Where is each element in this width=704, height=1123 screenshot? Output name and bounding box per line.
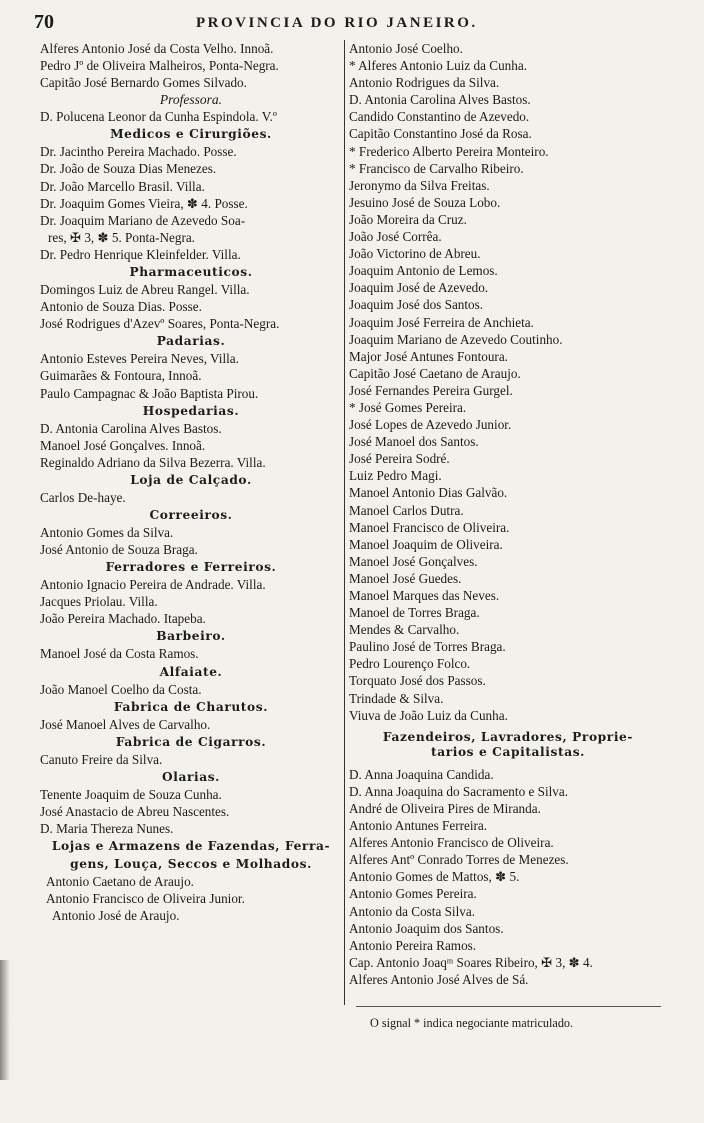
directory-entry: Canuto Freire da Silva. (40, 751, 163, 767)
directory-entry: Antonio Antunes Ferreira. (349, 818, 488, 834)
directory-entry: Dr. Jacintho Pereira Machado. Posse. (40, 144, 237, 160)
directory-entry: José Manoel Alves de Carvalho. (40, 716, 211, 732)
directory-entry: Dr. João de Souza Dias Menezes. (40, 161, 217, 177)
directory-entry: Manoel José Gonçalves. Innoã. (40, 437, 206, 453)
directory-entry: Antonio José de Araujo. (52, 908, 180, 924)
directory-entry: Viuva de João Luiz da Cunha. (349, 707, 508, 723)
directory-entry: Jesuino José de Souza Lobo. (349, 194, 501, 210)
page-number: 70 (34, 11, 54, 33)
section-heading: Pharmaceuticos. (129, 265, 253, 280)
directory-entry: Antonio Caetano de Araujo. (46, 874, 194, 890)
directory-entry: Dr. Joaquim Mariano de Azevedo Soa- (40, 212, 246, 228)
directory-entry: Torquato José dos Passos. (349, 673, 486, 689)
section-heading: Correeiros. (149, 507, 233, 522)
directory-entry: Joaquim José Ferreira de Anchieta. (349, 314, 534, 330)
directory-entry: Domingos Luiz de Abreu Rangel. Villa. (40, 282, 250, 298)
directory-entry: D. Anna Joaquina Candida. (349, 766, 494, 782)
directory-entry: Antonio Gomes de Mattos, ✽ 5. (349, 869, 520, 885)
section-heading: Olarias. (162, 769, 220, 784)
directory-entry: Paulo Campagnac & João Baptista Pirou. (40, 385, 259, 401)
directory-entry: Joaquim Antonio de Lemos. (349, 263, 498, 279)
directory-entry: Antonio Gomes da Silva. (40, 524, 174, 540)
directory-entry: Pedro Jº de Oliveira Malheiros, Ponta-Negra. (40, 58, 279, 74)
directory-entry: Antonio Joaquim dos Santos. (349, 920, 504, 936)
directory-entry: Alferes Antonio José Alves de Sá. (349, 971, 529, 987)
column-divider (344, 40, 345, 1005)
directory-entry: Major José Antunes Fontoura. (349, 348, 508, 364)
directory-entry: Antonio Esteves Pereira Neves, Villa. (40, 351, 239, 367)
directory-entry: Manoel José Gonçalves. (349, 553, 478, 569)
directory-entry: Cap. Antonio Joaqᵐ Soares Ribeiro, ✠ 3, ✽ 4. (349, 954, 593, 970)
section-heading: Loja de Calçado. (130, 472, 252, 487)
directory-entry: João Victorino de Abreu. (349, 246, 481, 262)
directory-entry: José Antonio de Souza Braga. (40, 542, 198, 558)
directory-entry: Alferes Antº Conrado Torres de Menezes. (349, 852, 569, 868)
directory-entry: Antonio Pereira Ramos. (349, 937, 477, 953)
directory-entry: Jacques Priolau. Villa. (40, 594, 158, 610)
directory-entry: João Pereira Machado. Itapeba. (40, 611, 206, 627)
directory-entry: Mendes & Carvalho. (349, 622, 460, 638)
directory-entry: D. Maria Thereza Nunes. (40, 821, 174, 836)
directory-entry: Alferes Antonio José da Costa Velho. Innoã. (40, 41, 274, 56)
directory-entry: * Alferes Antonio Luiz da Cunha. (349, 58, 527, 74)
directory-entry: Manoel Carlos Dutra. (349, 502, 464, 518)
directory-entry: * Francisco de Carvalho Ribeiro. (349, 160, 524, 176)
directory-entry: Manoel Antonio Dias Galvão. (349, 485, 508, 501)
directory-entry: Capitão José Bernardo Gomes Silvado. (40, 75, 247, 91)
directory-entry: * Frederico Alberto Pereira Monteiro. (349, 143, 549, 159)
directory-entry: Manoel Marques das Neves. (349, 588, 500, 603)
directory-entry: Carlos De-haye. (40, 489, 126, 505)
section-heading: Medicos e Cirurgiões. (110, 127, 272, 142)
directory-entry: Joaquim José dos Santos. (349, 297, 484, 313)
directory-entry: Capitão Constantino José da Rosa. (349, 126, 532, 142)
directory-entry: D. Anna Joaquina do Sacramento e Silva. (349, 783, 569, 799)
directory-entry: Antonio Francisco de Oliveira Junior. (46, 891, 245, 907)
section-heading: Padarias. (156, 334, 226, 349)
directory-entry: D. Antonia Carolina Alves Bastos. (40, 420, 222, 436)
directory-entry: Guimarães & Fontoura, Innoã. (40, 368, 202, 384)
directory-entry: Dr. Joaquim Gomes Vieira, ✽ 4. Posse. (40, 195, 248, 211)
footnote-rule (356, 1006, 661, 1007)
footnote: O signal * indica negociante matriculado. (370, 1016, 574, 1030)
directory-entry: Antonio Rodrigues da Silva. (349, 75, 500, 91)
section-heading: Fabrica de Charutos. (113, 699, 269, 714)
directory-entry: Manoel Joaquim de Oliveira. (349, 536, 503, 552)
directory-entry: João Manoel Coelho da Costa. (40, 681, 202, 697)
directory-entry: D. Polucena Leonor da Cunha Espindola. V.º (40, 109, 277, 125)
directory-entry: Capitão José Caetano de Araujo. (349, 365, 521, 381)
section-heading: Fabrica de Cigarros. (115, 734, 267, 749)
directory-entry: André de Oliveira Pires de Miranda. (349, 800, 541, 816)
page-edge-stain (0, 960, 10, 1080)
directory-entry: Manoel José Guedes. (349, 570, 462, 586)
directory-entry: Paulino José de Torres Braga. (349, 639, 506, 655)
directory-entry: Trindade & Silva. (349, 690, 444, 706)
section-heading: Fazendeiros, Lavradores, Proprie- (382, 729, 634, 744)
directory-entry: Candido Constantino de Azevedo. (349, 109, 530, 125)
directory-entry: * José Gomes Pereira. (349, 399, 467, 415)
directory-entry: Joaquim José de Azevedo. (349, 280, 489, 296)
section-heading: Lojas e Armazens de Fazendas, Ferra- (51, 839, 331, 854)
left-column (40, 40, 342, 924)
directory-entry: Antonio Gomes Pereira. (349, 886, 477, 902)
section-heading: Barbeiro. (156, 629, 226, 644)
directory-entry: Manoel Francisco de Oliveira. (349, 519, 510, 535)
directory-entry: Antonio José Coelho. (349, 41, 463, 56)
section-heading: tarios e Capitalistas. (430, 744, 586, 759)
directory-entry: José Manoel dos Santos. (349, 434, 479, 450)
section-heading: gens, Louça, Seccos e Molhados. (70, 857, 312, 872)
directory-entry: Antonio da Costa Silva. (349, 903, 476, 919)
directory-entry: Antonio Ignacio Pereira de Andrade. Villa. (40, 577, 266, 593)
directory-entry: José Lopes de Azevedo Junior. (349, 417, 512, 433)
section-heading: Alfaiate. (159, 664, 223, 679)
directory-entry: Pedro Lourenço Folco. (349, 656, 471, 672)
directory-entry: José Anastacio de Abreu Nascentes. (40, 803, 230, 819)
directory-entry: Tenente Joaquim de Souza Cunha. (40, 786, 222, 802)
directory-entry-continuation: res, ✠ 3, ✽ 5. Ponta-Negra. (48, 229, 195, 245)
directory-entry: Dr. João Marcello Brasil. Villa. (40, 178, 205, 194)
section-heading: Hospedarias. (142, 403, 240, 418)
directory-entry: João Moreira da Cruz. (349, 211, 467, 227)
directory-entry: Joaquim Mariano de Azevedo Coutinho. (349, 331, 563, 347)
directory-entry: Antonio de Souza Dias. Posse. (40, 299, 202, 315)
directory-entry: Dr. Pedro Henrique Kleinfelder. Villa. (40, 246, 241, 262)
directory-entry: Manoel José da Costa Ramos. (40, 646, 199, 662)
section-subheading: Professora. (159, 92, 223, 108)
directory-entry: Alferes Antonio Francisco de Oliveira. (349, 835, 554, 851)
section-heading: Ferradores e Ferreiros. (105, 560, 277, 575)
directory-entry: José Rodrigues d'Azevº Soares, Ponta-Negra. (40, 316, 280, 332)
page-header (34, 9, 674, 37)
directory-entry: José Fernandes Pereira Gurgel. (349, 382, 513, 398)
directory-entry: D. Antonia Carolina Alves Bastos. (349, 92, 531, 108)
directory-entry: João José Corrêa. (349, 229, 442, 245)
directory-entry: José Pereira Sodré. (349, 451, 450, 467)
directory-entry: Jeronymo da Silva Freitas. (349, 177, 490, 193)
directory-entry: Reginaldo Adriano da Silva Bezerra. Villa. (40, 454, 266, 470)
right-column (349, 40, 667, 988)
running-title: PROVINCIA DO RIO JANEIRO. (196, 15, 478, 31)
directory-entry: Manoel de Torres Braga. (349, 605, 480, 621)
directory-entry: Luiz Pedro Magi. (349, 468, 442, 484)
